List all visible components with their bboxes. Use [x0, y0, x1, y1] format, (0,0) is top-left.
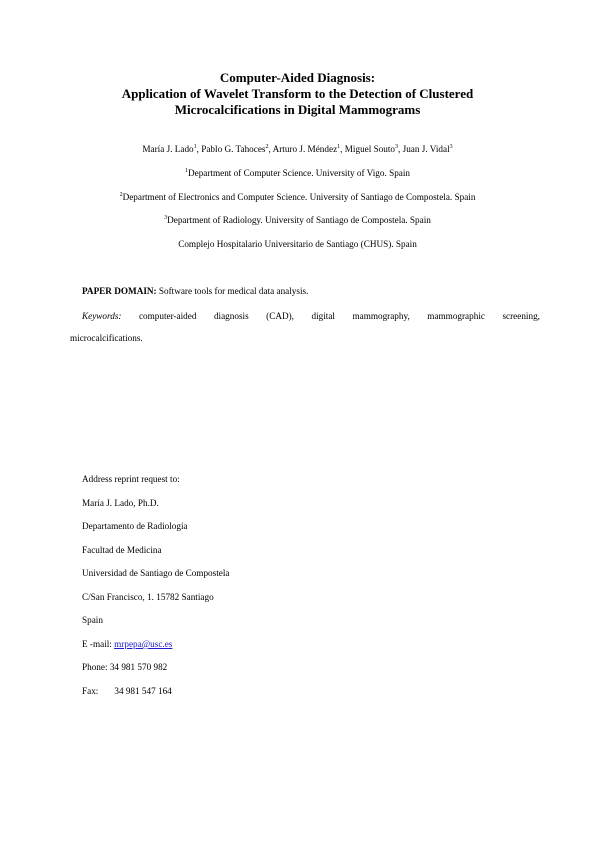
author-name: Pablo G. Tahoces — [201, 144, 266, 154]
keyword-word: mammography, — [352, 311, 410, 321]
email-link[interactable]: mrpepa@usc.es — [114, 639, 173, 649]
address-country: Spain — [82, 615, 103, 625]
address-faculty: Facultad de Medicina — [82, 545, 162, 555]
address-fax — [82, 686, 172, 696]
affiliation-line — [0, 192, 595, 202]
affiliation-line — [0, 168, 595, 178]
phone-label: Phone: — [82, 662, 108, 672]
address-street: C/San Francisco, 1. 15782 Santiago — [82, 592, 214, 602]
affiliation-line — [0, 215, 595, 225]
author-name: Miguel Souto — [344, 144, 396, 154]
author-affiliation-marker: 2 — [265, 144, 269, 150]
keyword-word: mammographic — [427, 311, 485, 321]
affiliation-text: Department of Computer Science. University of Vigo. Spain — [187, 168, 411, 178]
address-phone — [82, 662, 167, 672]
address-name: María J. Lado, Ph.D. — [82, 498, 159, 508]
phone-number: 34 981 570 982 — [109, 662, 168, 672]
title-line-2: Application of Wavelet Transform to the Detection of Clustered — [121, 86, 474, 101]
affiliation-marker: 3 — [164, 215, 168, 221]
address-university: Universidad de Santiago de Compostela — [82, 568, 230, 578]
paper-title — [0, 70, 595, 118]
address-intro: Address reprint request to: — [82, 474, 180, 484]
paper-domain-label: PAPER DOMAIN: — [82, 286, 157, 296]
affiliation-marker: 2 — [119, 192, 123, 198]
keywords-line — [82, 311, 540, 321]
fax-label: Fax: — [82, 686, 99, 696]
author-name: María J. Lado — [142, 144, 194, 154]
affiliation-text: Complejo Hospitalario Universitario de Santiago (CHUS). Spain — [178, 239, 417, 249]
keyword-word: diagnosis — [213, 311, 249, 321]
author-name: Juan J. Vidal — [402, 144, 450, 154]
author-affiliation-marker: 3 — [395, 144, 399, 150]
affiliation-text: Department of Radiology. University of Santiago de Compostela. Spain — [167, 215, 431, 225]
keyword-word: digital — [311, 311, 335, 321]
author-list: María J. Lado$^1$, Pablo G. Tahoces$^2$, Arturo J. Méndez$^1$, Miguel Souto$^3$, Juan J. Vidal$^3$ — [142, 144, 453, 154]
affiliation-text: Department of Electronics and Computer Science. University of Santiago de Compostela. Spain — [122, 192, 476, 202]
paper-domain-text: Software tools for medical data analysis. — [158, 286, 309, 296]
fax-number: 34 981 547 164 — [114, 686, 172, 696]
author-name: Arturo J. Méndez — [272, 144, 338, 154]
affiliation-marker: 1 — [184, 168, 188, 174]
title-line-3: Microcalcifications in Digital Mammograms — [174, 102, 421, 117]
address-email — [82, 639, 172, 649]
keywords-continuation: microcalcifications. — [70, 333, 143, 343]
keyword-word: computer-aided — [138, 311, 197, 321]
keyword-word: screening, — [502, 311, 540, 321]
author-affiliation-marker: 1 — [193, 144, 197, 150]
keyword-word: (CAD), — [266, 311, 294, 321]
keywords-label: Keywords: — [82, 311, 122, 321]
paper-domain — [82, 286, 308, 296]
email-label: E -mail: — [82, 639, 112, 649]
author-affiliation-marker: 1 — [337, 144, 341, 150]
title-line-1: Computer-Aided Diagnosis: — [219, 70, 376, 85]
address-department: Departamento de Radiología — [82, 521, 188, 531]
author-affiliation-marker: 3 — [449, 144, 453, 150]
affiliation-line — [0, 239, 595, 249]
